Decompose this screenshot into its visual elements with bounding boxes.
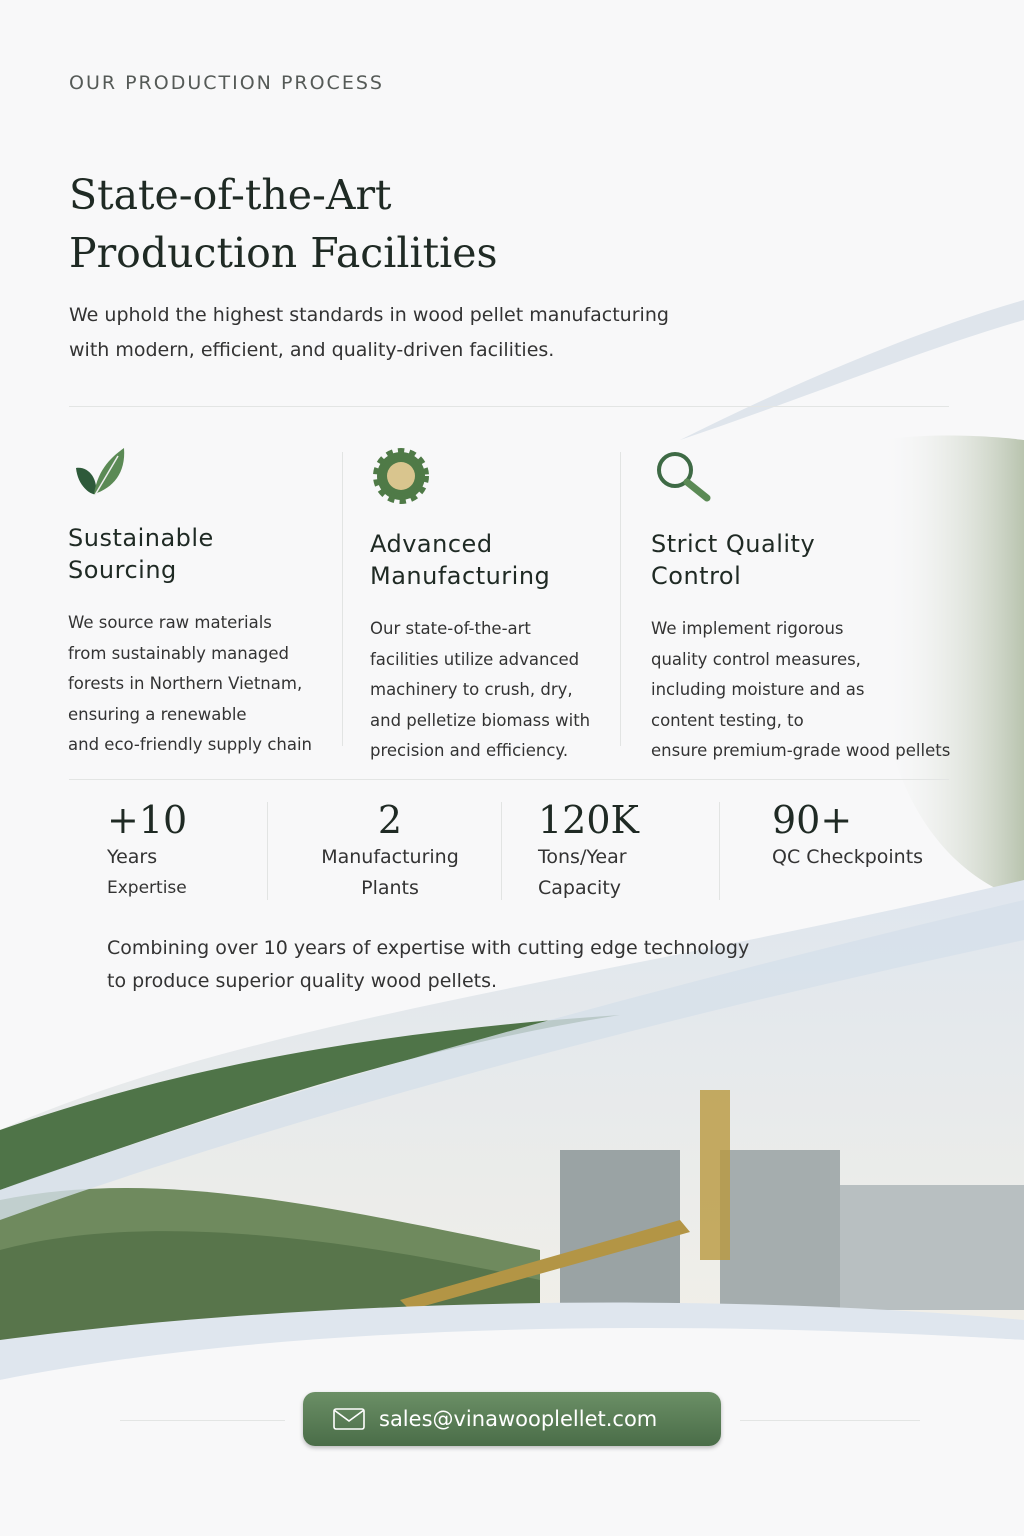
gear-icon — [370, 448, 432, 504]
section-eyebrow: OUR PRODUCTION PROCESS — [69, 72, 384, 94]
feature-sustainable-sourcing: Sustainable Sourcing We source raw materials from sustainably managed forests in Northern Vietnam, ensuring a renewable and eco-friendly supply chain — [68, 448, 338, 761]
stat-years: +10 Years Expertise — [107, 798, 188, 898]
feature-advanced-manufacturing: Advanced Manufacturing Our state-of-the-art facilities utilize advanced machinery to crush, dry, and pelletize biomass with precision and efficiency. — [370, 448, 640, 767]
stat-capacity: 120K Tons/Year Capacity — [538, 798, 639, 899]
closing-text: Combining over 10 years of expertise with cutting edge technology to produce superior quality wood pellets. — [107, 937, 750, 992]
divider — [740, 1420, 920, 1421]
column-divider — [620, 452, 621, 746]
email-contact-button[interactable] — [303, 1392, 721, 1446]
divider — [69, 779, 949, 780]
divider — [120, 1420, 285, 1421]
stat-qc: 90+ QC Checkpoints — [772, 798, 924, 868]
magnifier-icon — [651, 448, 713, 504]
column-divider — [501, 802, 502, 900]
envelope-icon — [333, 1408, 365, 1430]
divider — [69, 406, 949, 407]
column-divider — [267, 802, 268, 900]
page-title: State-of-the-Art Production Facilities — [69, 171, 498, 277]
leaf-icon — [68, 448, 126, 498]
stat-plants: 2 Manufacturing Plants — [321, 798, 459, 899]
intro-text: We uphold the highest standards in wood pellet manufacturing with modern, efficient, and quality-driven facilities. — [69, 304, 669, 361]
column-divider — [719, 802, 720, 900]
feature-quality-control: Strict Quality Control We implement rigorous quality control measures, including moisture and as content testing, to ensure premium-grade wood pellets — [651, 448, 1001, 767]
email-label: sales@vinawooplellet.com — [379, 1407, 658, 1431]
column-divider — [342, 452, 343, 746]
